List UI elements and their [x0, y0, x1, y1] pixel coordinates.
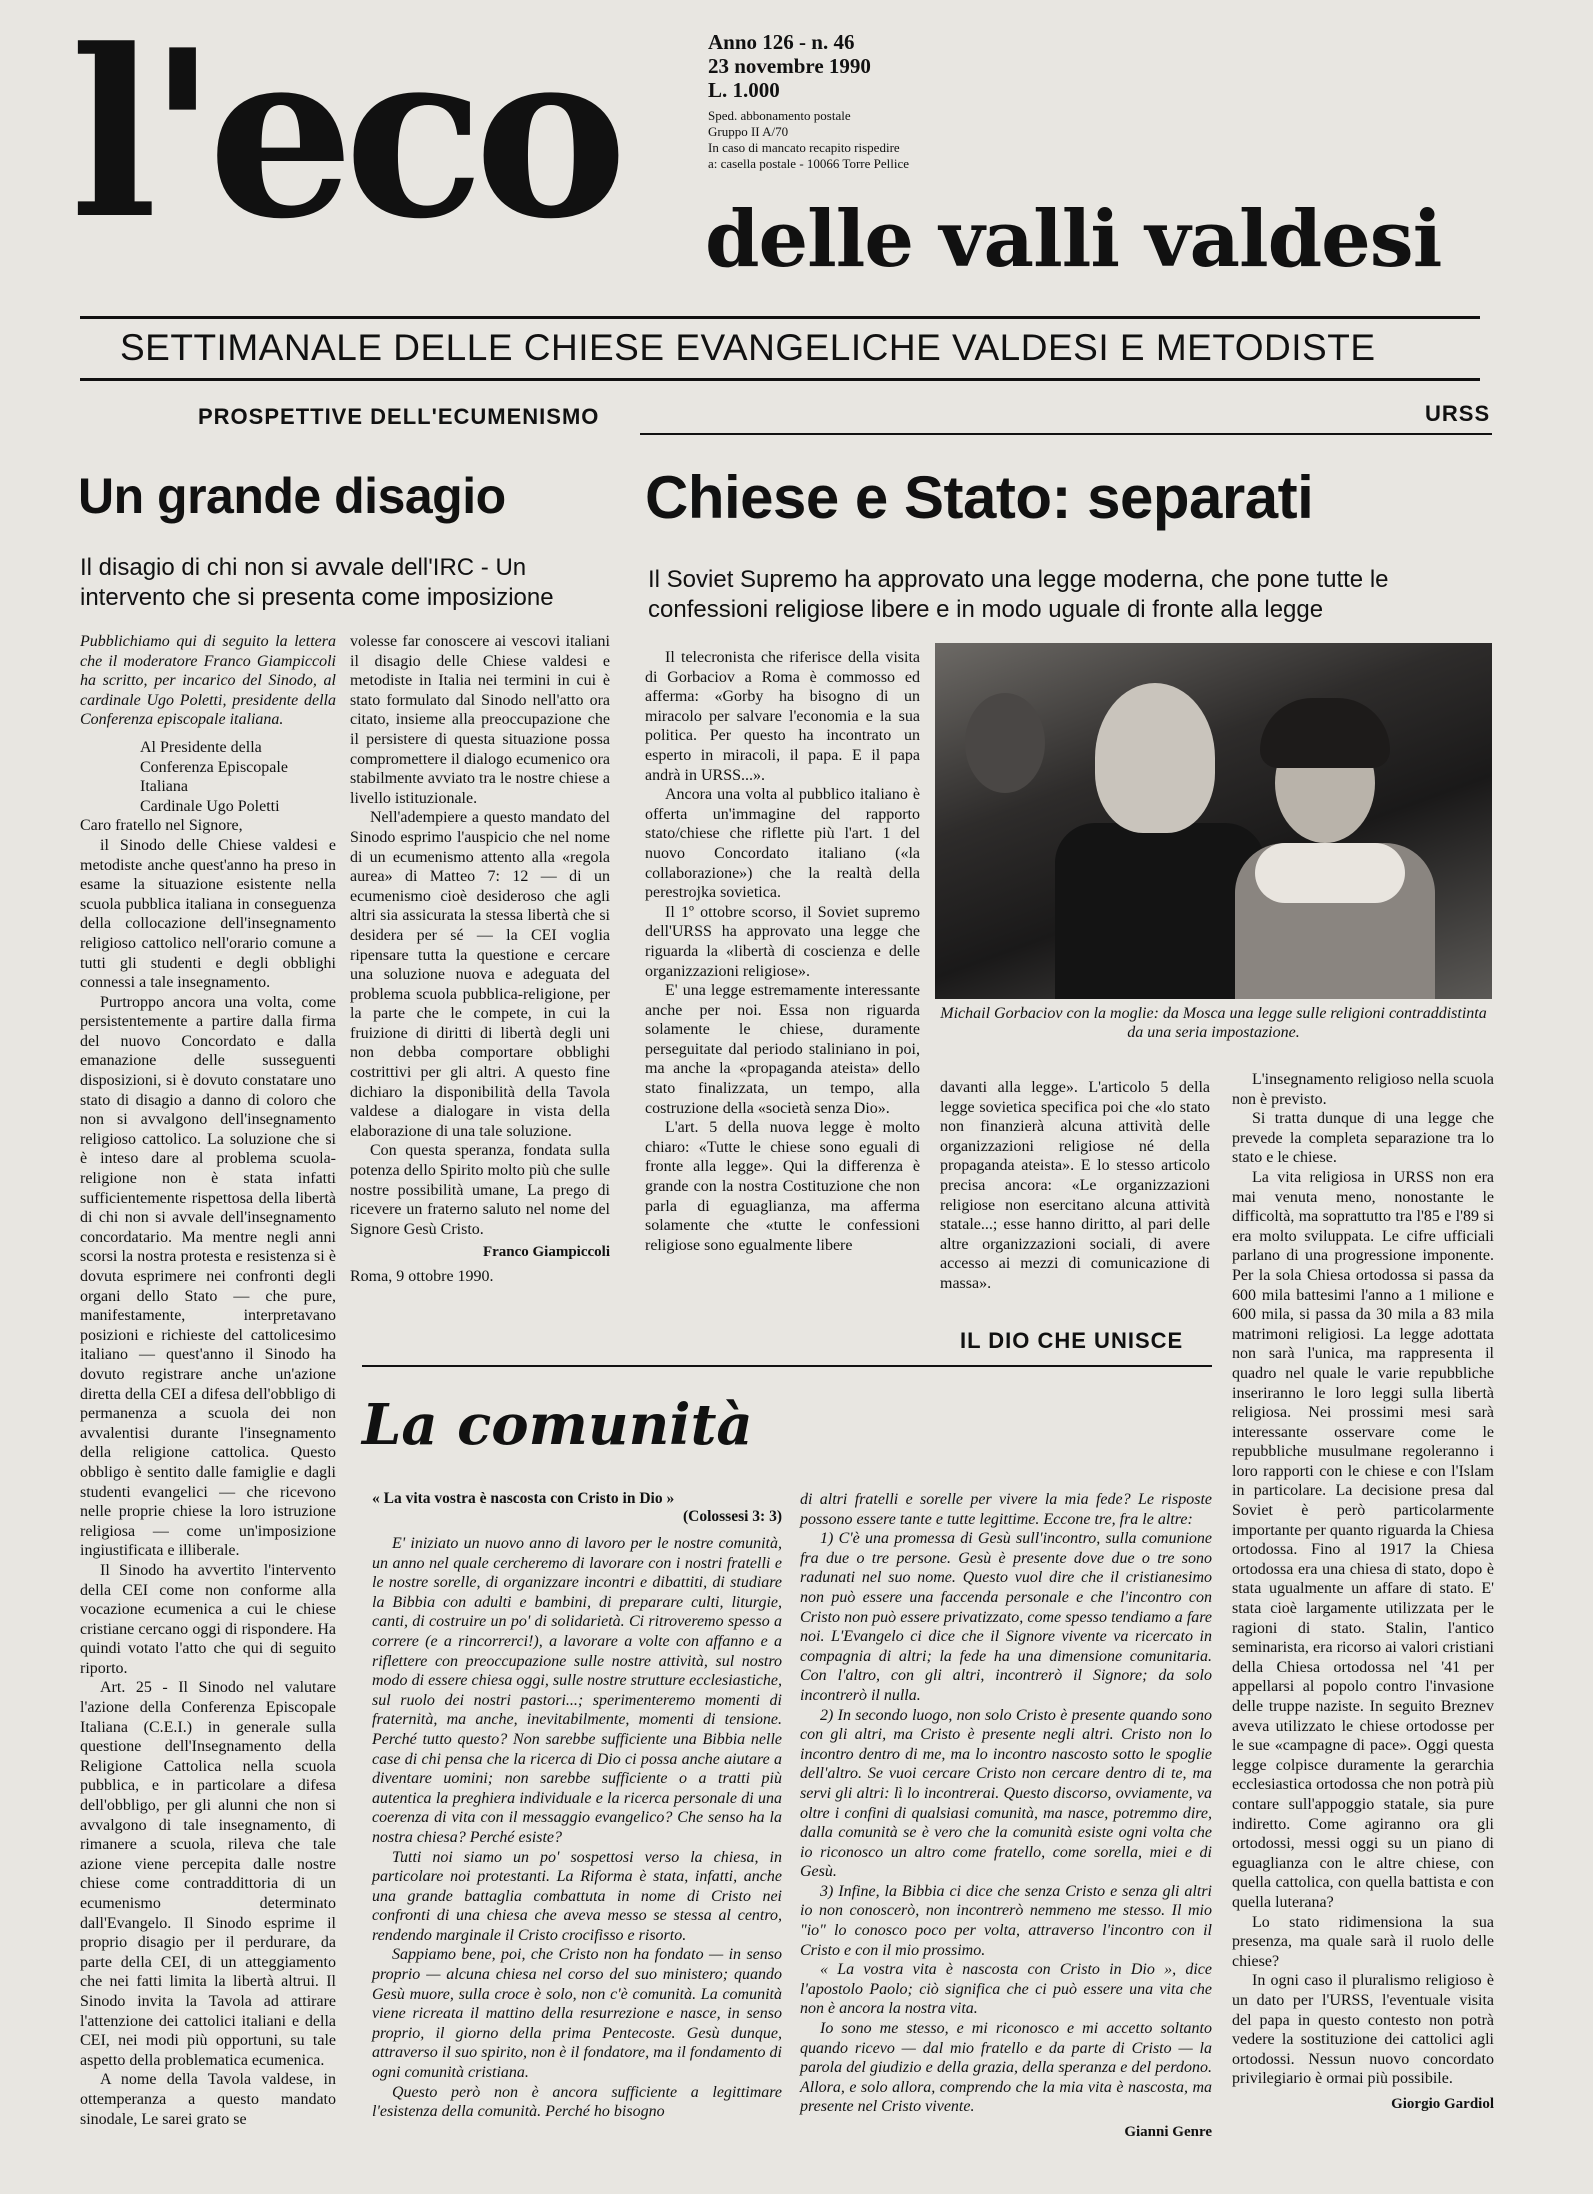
- photo-figure: [1260, 698, 1390, 768]
- left-deck: Il disagio di chi non si avvale dell'IRC - Un intervento che si presenta come imposizione: [80, 554, 554, 611]
- bottom-column-1: [372, 1490, 782, 2122]
- salutation: Caro fratello nel Signore,: [80, 817, 243, 835]
- postal-line-2: Gruppo II A/70: [708, 124, 789, 139]
- left-paragraph: il Sinodo delle Chiese valdesi e metodiste anche quest'anno ha preso in esame la situazione esistente nella scuola pubblica italiana in conseguenza della collocazione dell'insegnamento religioso cattolico nell'orario comune a tutti gli studenti e degli obblighi connessi a tale insegnamento.: [80, 836, 336, 992]
- issue-price: L. 1.000: [708, 78, 780, 102]
- right-column-3: [1232, 1070, 1494, 2114]
- right-paragraph: In ogni caso il pluralismo religioso è un dato per l'URSS, l'eventuale visita del papa in questo contesto non potrà vedere la sostituzione dei cattolici agli ortodossi. Nessun nuovo concordato privilegiario è ormai più possibile.: [1232, 1972, 1494, 2088]
- left-kicker: PROSPETTIVE DELL'ECUMENISMO: [198, 404, 600, 429]
- masthead-tagline: SETTIMANALE DELLE CHIESE EVANGELICHE VALDESI E METODISTE: [120, 327, 1376, 368]
- photo-figure: [1095, 683, 1215, 833]
- address-line-1: Al Presidente della: [140, 738, 262, 756]
- left-paragraph: Con questa speranza, fondata sulla potenza dello Spirito molto più che sulle nostre possibilità umane, La prego di ricevere un fraterno saluto nel nome del Signore Gesù Cristo.: [350, 1142, 610, 1238]
- epigraph: « La vita vostra è nascosta con Cristo in Dio »: [372, 1490, 675, 1507]
- right-paragraph: Si tratta dunque di una legge che prevede la completa separazione tra lo stato e le chiese.: [1232, 1110, 1494, 1167]
- right-paragraph: E' una legge estremamente interessante anche per noi. Essa non riguarda solamente le chiese, duramente perseguitate dal periodo staliniano in poi, ma anche la «propaganda ateista» dello stato finalizzata, un tempo, alla costruzione della «società senza Dio».: [645, 982, 920, 1117]
- right-kicker-rule: [640, 433, 1492, 435]
- bottom-paragraph: 1) C'è una promessa di Gesù sull'incontro, sulla comunione fra due o tre persone. Gesù è presente dove due o tre sono radunati nel suo nome. Questo vuol dire che il cristianesimo non può essere una faccenda personale e che l'incontro con Cristo non può essere privatizzato, come spesso tendiamo a fare noi. L'Evangelo ci dice che il Signore vivente va ricercato in compagnia di altri; la fede ha una dimensione comunitaria. Con l'altro, con gli altri, incontrerò il Signore; da solo incontrerò il nulla.: [800, 1530, 1212, 1704]
- right-paragraph: Ancora una volta al pubblico italiano è offerta un'immagine del rapporto stato/chiese che riflette più l'art. 1 del nuovo Concordato italiano («la collaborazione») che la realtà della perestrojka sovietica.: [645, 786, 920, 902]
- right-paragraph: La vita religiosa in URSS non era mai venuta meno, nonostante le difficoltà, ma soprattutto tra l'85 e l'89 si era molto sviluppata. Le cifre ufficiali parlano di una progressione imponente. Per la sola Chiesa ortodossa si passa da 600 mila battesimi l'anno a 1 milione e 600 mila, si passa da 30 mila a 83 mila matrimoni religiosi. La legge adottata non sarà l'unica, ma rappresenta il quadro nel quale le varie repubbliche inseriranno le loro leggi sulla libertà religiosa. Nei prossimi mesi sarà interessante osservare come le repubbliche musulmane regoleranno i loro rapporti con le chiese e con l'Islam in particolare. La decisione presa dal Soviet è però particolarmente importante per quanto riguarda la Chiesa ortodossa. Fino al 1917 la Chiesa ortodossa era una chiesa di stato, dopo è stata ugualmente un affare di stato. E' stata cioè largamente utilizzata per le ragioni di stato. Stalin, l'antico seminarista, era ricorso ai valori cristiani della Chiesa ortodossa nel '41 per appellarsi al popolo contro l'invasione delle truppe naziste. In seguito Breznev aveva utilizzato le chiese ortodosse per le sue «campagne di pace». Oggi questa legge colpisce duramente la gerarchia ecclesiastica ortodossa che non potrà più contare sull'appoggio statale, sia pure indiretto. Come agiranno ora gli ortodossi, messi oggi su un piano di eguaglianza con le altre chiese, con quella cattolica, con quella battista e con quella luterana?: [1232, 1168, 1494, 1911]
- left-paragraph: Purtroppo ancora una volta, come persistentemente a partire dalla firma del nuovo Concordato e dalla emanazione delle susseguenti disposizioni, si è dovuto constatare uno stato di disagio a danno di coloro che non si avvalgono dell'insegnamento religioso cattolico. La soluzione che si è inteso dare al problema scuola-religione non è stata infatti sufficientemente rispettosa della libertà di chi non si avvale dell'insegnamento concordatario. Ma mentre negli anni scorsi la nostra protesta e resistenza si è dovuta esprimere nei confronti degli organi dello Stato — che pure, manifestamente, interpretavano posizioni e richieste del cattolicesimo italiano — quest'anno il Sinodo ha dovuto registrare anche un'azione diretta della CEI a difesa dell'obbligo di permanenza a scuola dei non avvalentisi durante l'insegnamento della religione cattolica. Questo obbligo è sentito dalle famiglie e dagli studenti evangelici — che ricevono nelle proprie chiese la loro istruzione religiosa — come un'imposizione ingiustificata e illiberale.: [80, 993, 336, 1560]
- left-column-2: [350, 632, 610, 1287]
- issue-info: [708, 30, 1068, 172]
- gorbachev-photo: [935, 643, 1492, 999]
- left-paragraph: Art. 25 - Il Sinodo nel valutare l'azione della Conferenza Episcopale Italiana (C.E.I.) in generale sulla questione dell'Insegnamento della Religione Cattolica nella scuola pubblica, e in particolare a difesa dell'obbligo, per gli alunni che non si avvalgono di tale insegnamento, di rimanere a scuola, rileva che tale azione viene percepita dalle nostre chiese come contraddittoria di un ecumenismo determinato dall'Evangelo. Il Sinodo esprime il proprio disagio per il perdurare, da parte della CEI, di un atteggiamento che nei fatti limita la libertà altrui. Il Sinodo invita la Tavola ad attirare l'attenzione dei cattolici italiani e della CEI, nei modi più opportuni, su tale aspetto della problematica ecumenica.: [80, 1679, 336, 2069]
- epigraph-reference: (Colossesi 3: 3): [682, 1508, 782, 1525]
- bottom-kicker: IL DIO CHE UNISCE: [960, 1328, 1184, 1353]
- photo-figure: [1255, 843, 1405, 903]
- bottom-paragraph: Questo però non è ancora sufficiente a legittimare l'esistenza della comunità. Perché ho bisogno: [372, 2083, 782, 2121]
- right-deck: Il Soviet Supremo ha approvato una legge moderna, che pone tutte le confessioni religiose libere e in modo uguale di fronte alla legge: [648, 566, 1389, 623]
- address-line-3: Italiana: [140, 778, 188, 796]
- photo-figure: [1055, 823, 1265, 999]
- postal-line-3: In caso di mancato recapito rispedire: [708, 140, 900, 155]
- right-byline: Giorgio Gardiol: [1391, 2095, 1494, 2112]
- right-paragraph: Il 1º ottobre scorso, il Soviet supremo dell'URSS ha approvato una legge che riguarda la «libertà di coscienza e delle organizzazioni religiose».: [645, 903, 920, 980]
- left-column-1: [80, 632, 336, 2129]
- place-date: Roma, 9 ottobre 1990.: [350, 1268, 494, 1285]
- bottom-byline: Gianni Genre: [1124, 2124, 1212, 2140]
- bottom-paragraph: E' iniziato un nuovo anno di lavoro per le nostre comunità, un anno nel quale cercheremo di lavorare con i nostri fratelli e le nostre sorelle, di organizzare incontri e dibattiti, di studiare la Bibbia con adulti e bambini, di preparare culti, liturgie, canti, di costruire un po' di solidarietà. Ci ritroveremo spesso a correre (e a rincorrerci!), a lavorare a volte con affanno e a riflettere con preoccupazione sulle nostre attività, sul nostro modo di essere chiesa oggi, sulle nostre strutture ecclesiastiche, sul ruolo dei nostri pastori...; sperimenteremo momenti di fraternità, ma anche, inevitabilmente, momenti di tensione. Perché tutto questo? Non sarebbe sufficiente una Bibbia nelle case di chi pensa che la ricerca di Dio ci possa anche aiutare a diventare uomini; non sarebbe sufficiente o a tratti più autentica la preghiera individuale e la ricerca personale di una coerenza di vita con il messaggio evangelico? Che senso ha la nostra chiesa? Perché esiste?: [372, 1535, 782, 1846]
- right-kicker: URSS: [1425, 401, 1491, 426]
- address-line-2: Conferenza Episcopale: [140, 758, 288, 776]
- issue-number: Anno 126 - n. 46: [708, 30, 855, 54]
- photo-figure: [965, 693, 1045, 793]
- bottom-paragraph: Tutti noi siamo un po' sospettosi verso la chiesa, in particolare noi protestanti. La Riforma è stata, infatti, anche una grande battaglia combattuta in nome di Cristo nei confronti di una chiesa che aveva messo se stessa al centro, rendendo marginale il Cristo crocifisso e risorto.: [372, 1848, 782, 1944]
- bottom-paragraph: 3) Infine, la Bibbia ci dice che senza Cristo e senza gli altri io non conoscerò, non incontrerò nemmeno me stesso. Il mio "io" lo conosco poco per volta, attraverso l'incontro con il Cristo e con il mio prossimo.: [800, 1882, 1212, 1959]
- left-paragraph: Il Sinodo ha avvertito l'intervento della CEI come non conforme alla vocazione ecumenica a cui le chiese cristiane cercano oggi di rispondere. Ha quindi votato l'atto che qui di seguito riporto.: [80, 1561, 336, 1677]
- right-column-1: [645, 648, 920, 1255]
- address-line-4: Cardinale Ugo Poletti: [140, 797, 280, 815]
- masthead-rule-top: [80, 316, 1480, 319]
- left-paragraph: Nell'adempiere a questo mandato del Sinodo esprimo l'auspicio che nel nome di un ecumenismo attento alla «regola aurea» di Matteo 7: 12 — di un ecumenismo cioè desideroso che agli altri sia assicurata la stessa libertà che si desidera per sé — la CEI voglia ripensare tutta la questione e cercare una soluzione nuova e adeguata del problema scuola pubblica-religione, per la parte che le compete, in cui la fruizione di diritti di libertà degli uni non debba comportare obblighi costrittivi per gli altri. A questo fine dichiaro la disponibilità della Tavola valdese a dialogare in vista della elaborazione di una tale soluzione.: [350, 809, 610, 1140]
- bottom-paragraph: di altri fratelli e sorelle per vivere la mia fede? Le risposte possono essere tante e tutte legittime. Eccone tre, fra le altre:: [800, 1491, 1212, 1528]
- right-paragraph: davanti alla legge». L'articolo 5 della legge sovietica specifica poi che «lo stato non finanzierà alcuna attività delle organizzazioni religiose né della propaganda ateista». E lo stesso articolo precisa ancora: «Le organizzazioni religiose non esercitano alcuna attività statale...; esse hanno diritto, al pari delle altre organizzazioni sociali, di avere accesso ai mezzi di comunicazione di massa».: [940, 1079, 1210, 1292]
- photo-caption: Michail Gorbaciov con la moglie: da Mosca una legge sulle religioni contraddistinta da una seria impostazione.: [940, 1005, 1487, 1041]
- left-headline: Un grande disagio: [78, 468, 506, 524]
- masthead-logo: l'eco: [70, 0, 618, 270]
- right-headline: Chiese e Stato: separati: [645, 464, 1314, 531]
- left-paragraph: volesse far conoscere ai vescovi italiani il disagio delle Chiese valdesi e metodiste in Italia nei termini in cui è stato formulato dal Sinodo nell'atto ora citato, insieme alla preoccupazione che il persistere di questa situazione possa compromettere il dialogo ecumenico ora stabilmente avviato tra le nostre chiese a livello istituzionale.: [350, 633, 610, 807]
- right-paragraph: Il telecronista che riferisce della visita di Gorbaciov a Roma è commosso ed afferma: «Gorby ha bisogno di un miracolo per salvare l'economia e la sua politica. Per questo ha incontrato un esperto in miracoli, il papa. E il papa andrà in URSS...».: [645, 649, 920, 784]
- bottom-kicker-rule: [362, 1365, 1212, 1367]
- bottom-paragraph: Sappiamo bene, poi, che Cristo non ha fondato — in senso proprio — alcuna chiesa nel corso del suo ministero; quando Gesù muore, sulla croce è solo, non c'è comunità. La comunità viene ricreata il mattino della resurrezione e nasce, in senso proprio, il giorno della prima Pentecoste. Gesù dunque, attraverso il suo spirito, non è il fondatore, ma il fondamento di ogni comunità cristiana.: [372, 1946, 782, 2082]
- right-column-2: [940, 1078, 1210, 1294]
- bottom-headline: La comunità: [362, 1392, 753, 1458]
- masthead-rule-bottom: [80, 378, 1480, 381]
- masthead-subtitle: delle valli valdesi: [705, 194, 1442, 285]
- bottom-paragraph: « La vostra vita è nascosta con Cristo in Dio », dice l'apostolo Paolo; ciò significa che ci può essere una vita che non è ancora la nostra vita.: [800, 1961, 1212, 2018]
- postal-line-1: Sped. abbonamento postale: [708, 108, 851, 123]
- bottom-column-2: [800, 1490, 1212, 2143]
- issue-date: 23 novembre 1990: [708, 54, 871, 78]
- right-paragraph: L'art. 5 della nuova legge è molto chiaro: «Tutte le chiese sono eguali di fronte alla legge». Qui la differenza è grande con la nostra Costituzione che non parla di eguaglianza, ma afferma solamente che «tutte le confessioni religiose sono egualmente libere: [645, 1119, 920, 1254]
- left-intro: Pubblichiamo qui di seguito la lettera che il moderatore Franco Giampiccoli ha scritto, per incarico del Sinodo, al cardinale Ugo Poletti, presidente della Conferenza episcopale italiana.: [80, 633, 336, 729]
- right-paragraph: Lo stato ridimensiona la sua presenza, ma quale sarà il ruolo delle chiese?: [1232, 1913, 1494, 1970]
- bottom-paragraph: 2) In secondo luogo, non solo Cristo è presente quando sono con gli altri, ma Cristo è presente negli altri. Cristo non lo incontro dentro di me, ma lo incontro nascosto sotto le spoglie dell'altro. Se vuoi cercare Cristo non cercare dentro di te, ma servi gli altri: lì lo incontrerai. Questo discorso, ovviamente, va oltre i confini di qualsiasi comunità, ma nasce, potremmo dire, dalla comunità se è vero che la comunità esiste ogni volta che io riconosco un altro come fratello, come sorella, miei e di Gesù.: [800, 1706, 1212, 1881]
- bottom-paragraph: Io sono me stesso, e mi riconosco e mi accetto soltanto quando ricevo — dal mio fratello e da parte di Cristo — la parola del giudizio e della grazia, della speranza e del perdono. Allora, e solo allora, comprendo che la mia vita è nascosta, ma presente nel Cristo vivente.: [800, 2020, 1212, 2116]
- postal-line-4: a: casella postale - 10066 Torre Pellice: [708, 156, 909, 171]
- signature: Franco Giampiccoli: [482, 1244, 610, 1261]
- left-paragraph: A nome della Tavola valdese, in ottemperanza a questo mandato sinodale, Le sarei grato se: [80, 2071, 336, 2128]
- right-paragraph: L'insegnamento religioso nella scuola non è previsto.: [1232, 1071, 1494, 1108]
